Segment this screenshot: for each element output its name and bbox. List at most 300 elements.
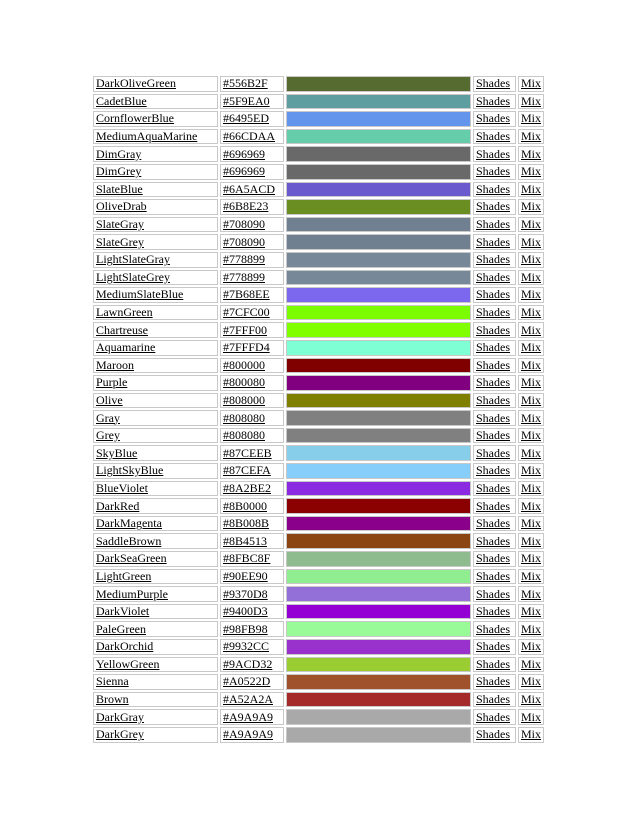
color-hex-link[interactable]: #8A2BE2 xyxy=(223,480,271,495)
mix-link[interactable]: Mix xyxy=(521,181,542,196)
color-hex-link[interactable]: #556B2F xyxy=(223,76,268,91)
color-name-link[interactable]: Purple xyxy=(96,375,128,390)
shades-link[interactable]: Shades xyxy=(476,533,510,548)
color-name-link[interactable]: YellowGreen xyxy=(96,656,160,671)
color-name-link[interactable]: LightSlateGray xyxy=(96,252,170,267)
color-table-container xyxy=(91,74,546,745)
shades-cell xyxy=(473,322,516,338)
color-name-cell xyxy=(93,709,218,725)
table-row xyxy=(93,182,544,198)
mix-link[interactable]: Mix xyxy=(521,656,542,671)
color-hex-cell xyxy=(220,287,284,303)
mix-cell xyxy=(518,428,544,444)
mix-cell xyxy=(518,604,544,620)
color-swatch-cell xyxy=(286,639,471,655)
color-swatch xyxy=(287,288,470,302)
table-row xyxy=(93,270,544,286)
mix-link[interactable]: Mix xyxy=(521,516,542,531)
shades-cell xyxy=(473,428,516,444)
color-swatch xyxy=(287,499,470,513)
color-hex-link[interactable]: #800080 xyxy=(223,375,265,390)
color-name-cell xyxy=(93,217,218,233)
mix-link[interactable]: Mix xyxy=(521,604,542,619)
mix-cell xyxy=(518,199,544,215)
color-hex-link[interactable]: #87CEEB xyxy=(223,445,272,460)
color-swatch-cell xyxy=(286,164,471,180)
color-name-link[interactable]: LightSkyBlue xyxy=(96,463,164,478)
mix-cell xyxy=(518,569,544,585)
mix-cell xyxy=(518,358,544,374)
color-hex-cell xyxy=(220,270,284,286)
color-hex-cell xyxy=(220,709,284,725)
color-swatch xyxy=(287,710,470,724)
color-name-link[interactable]: SlateBlue xyxy=(96,181,143,196)
color-hex-link[interactable]: #7FFF00 xyxy=(223,322,268,337)
color-name-link[interactable]: PaleGreen xyxy=(96,621,146,636)
color-name-link[interactable]: DarkGrey xyxy=(96,727,144,742)
color-name-cell xyxy=(93,146,218,162)
mix-link[interactable]: Mix xyxy=(521,199,542,214)
shades-link[interactable]: Shades xyxy=(476,181,510,196)
color-hex-link[interactable]: #66CDAA xyxy=(223,129,276,144)
mix-cell xyxy=(518,621,544,637)
table-row xyxy=(93,146,544,162)
color-hex-link[interactable]: #8B4513 xyxy=(223,533,268,548)
color-hex-cell xyxy=(220,692,284,708)
shades-cell xyxy=(473,305,516,321)
table-row xyxy=(93,393,544,409)
mix-link[interactable]: Mix xyxy=(521,322,542,337)
mix-cell xyxy=(518,146,544,162)
color-name-cell xyxy=(93,340,218,356)
shades-link[interactable]: Shades xyxy=(476,428,510,443)
table-row xyxy=(93,569,544,585)
mix-link[interactable]: Mix xyxy=(521,480,542,495)
shades-cell xyxy=(473,674,516,690)
table-row xyxy=(93,674,544,690)
color-name-link[interactable]: LawnGreen xyxy=(96,305,153,320)
mix-cell xyxy=(518,94,544,110)
color-name-cell xyxy=(93,569,218,585)
shades-link[interactable]: Shades xyxy=(476,305,510,320)
shades-link[interactable]: Shades xyxy=(476,234,510,249)
color-hex-link[interactable]: #808080 xyxy=(223,428,265,443)
color-name-link[interactable]: Sienna xyxy=(96,674,129,689)
color-name-cell xyxy=(93,657,218,673)
mix-link[interactable]: Mix xyxy=(521,621,542,636)
color-hex-cell xyxy=(220,569,284,585)
mix-link[interactable]: Mix xyxy=(521,111,542,126)
shades-link[interactable]: Shades xyxy=(476,199,510,214)
color-hex-cell xyxy=(220,322,284,338)
color-swatch xyxy=(287,95,470,109)
color-name-link[interactable]: CornflowerBlue xyxy=(96,111,174,126)
color-name-link[interactable]: DarkGray xyxy=(96,709,144,724)
mix-link[interactable]: Mix xyxy=(521,146,542,161)
table-row xyxy=(93,727,544,743)
table-row xyxy=(93,498,544,514)
mix-cell xyxy=(518,305,544,321)
color-hex-cell xyxy=(220,164,284,180)
mix-cell xyxy=(518,551,544,567)
color-hex-cell xyxy=(220,498,284,514)
color-swatch xyxy=(287,411,470,425)
color-hex-link[interactable]: #778899 xyxy=(223,252,265,267)
color-name-cell xyxy=(93,182,218,198)
shades-link[interactable]: Shades xyxy=(476,129,510,144)
table-row xyxy=(93,657,544,673)
color-hex-cell xyxy=(220,445,284,461)
shades-cell xyxy=(473,516,516,532)
color-name-link[interactable]: LightGreen xyxy=(96,568,152,583)
color-hex-cell xyxy=(220,199,284,215)
color-swatch xyxy=(287,235,470,249)
color-hex-cell xyxy=(220,586,284,602)
color-name-link[interactable]: DarkRed xyxy=(96,498,140,513)
mix-cell xyxy=(518,657,544,673)
mix-link[interactable]: Mix xyxy=(521,692,542,707)
color-hex-link[interactable]: #9932CC xyxy=(223,639,270,654)
shades-link[interactable]: Shades xyxy=(476,568,510,583)
color-hex-link[interactable]: #6A5ACD xyxy=(223,181,276,196)
table-row xyxy=(93,94,544,110)
mix-cell xyxy=(518,76,544,92)
shades-cell xyxy=(473,621,516,637)
table-row xyxy=(93,639,544,655)
mix-cell xyxy=(518,287,544,303)
shades-link[interactable]: Shades xyxy=(476,269,510,284)
color-swatch-cell xyxy=(286,340,471,356)
color-swatch-cell xyxy=(286,727,471,743)
color-name-cell xyxy=(93,199,218,215)
color-swatch-cell xyxy=(286,393,471,409)
shades-link[interactable]: Shades xyxy=(476,586,510,601)
color-name-link[interactable]: Maroon xyxy=(96,357,134,372)
mix-cell xyxy=(518,533,544,549)
color-name-link[interactable]: DarkViolet xyxy=(96,604,150,619)
color-name-cell xyxy=(93,234,218,250)
mix-link[interactable]: Mix xyxy=(521,498,542,513)
color-swatch xyxy=(287,218,470,232)
mix-link[interactable]: Mix xyxy=(521,445,542,460)
table-row xyxy=(93,358,544,374)
color-name-link[interactable]: CadetBlue xyxy=(96,93,147,108)
color-hex-link[interactable]: #9ACD32 xyxy=(223,656,273,671)
mix-link[interactable]: Mix xyxy=(521,375,542,390)
mix-link[interactable]: Mix xyxy=(521,727,542,742)
shades-link[interactable]: Shades xyxy=(476,445,510,460)
shades-link[interactable]: Shades xyxy=(476,498,510,513)
shades-link[interactable]: Shades xyxy=(476,639,510,654)
color-name-link[interactable]: DarkOrchid xyxy=(96,639,154,654)
color-hex-cell xyxy=(220,358,284,374)
color-swatch xyxy=(287,570,470,584)
mix-cell xyxy=(518,182,544,198)
color-swatch xyxy=(287,622,470,636)
shades-link[interactable]: Shades xyxy=(476,164,510,179)
color-hex-link[interactable]: #708090 xyxy=(223,217,265,232)
color-name-cell xyxy=(93,445,218,461)
mix-cell xyxy=(518,498,544,514)
color-swatch xyxy=(287,77,470,91)
color-hex-link[interactable]: #9400D3 xyxy=(223,604,268,619)
color-name-link[interactable]: MediumPurple xyxy=(96,586,168,601)
mix-link[interactable]: Mix xyxy=(521,287,542,302)
color-name-cell xyxy=(93,463,218,479)
table-row xyxy=(93,445,544,461)
color-name-link[interactable]: BlueViolet xyxy=(96,480,148,495)
table-row xyxy=(93,428,544,444)
shades-cell xyxy=(473,111,516,127)
color-hex-link[interactable]: #8FBC8F xyxy=(223,551,271,566)
color-name-link[interactable]: SaddleBrown xyxy=(96,533,162,548)
mix-link[interactable]: Mix xyxy=(521,463,542,478)
color-swatch-cell xyxy=(286,692,471,708)
mix-link[interactable]: Mix xyxy=(521,551,542,566)
shades-cell xyxy=(473,481,516,497)
color-hex-link[interactable]: #7FFFD4 xyxy=(223,340,270,355)
color-hex-link[interactable]: #8B008B xyxy=(223,516,270,531)
color-swatch-cell xyxy=(286,533,471,549)
mix-link[interactable]: Mix xyxy=(521,568,542,583)
color-swatch-cell xyxy=(286,586,471,602)
shades-link[interactable]: Shades xyxy=(476,217,510,232)
mix-link[interactable]: Mix xyxy=(521,305,542,320)
color-hex-link[interactable]: #A9A9A9 xyxy=(223,709,273,724)
color-swatch xyxy=(287,359,470,373)
color-hex-cell xyxy=(220,129,284,145)
mix-link[interactable]: Mix xyxy=(521,410,542,425)
color-hex-link[interactable]: #808000 xyxy=(223,392,265,407)
color-hex-cell xyxy=(220,94,284,110)
shades-link[interactable]: Shades xyxy=(476,709,510,724)
mix-link[interactable]: Mix xyxy=(521,129,542,144)
shades-link[interactable]: Shades xyxy=(476,76,510,91)
mix-link[interactable]: Mix xyxy=(521,639,542,654)
color-swatch-cell xyxy=(286,182,471,198)
color-hex-cell xyxy=(220,674,284,690)
mix-cell xyxy=(518,410,544,426)
color-name-cell xyxy=(93,516,218,532)
table-row xyxy=(93,111,544,127)
color-name-link[interactable]: MediumAquaMarine xyxy=(96,129,198,144)
color-name-cell xyxy=(93,358,218,374)
color-name-cell xyxy=(93,129,218,145)
color-name-link[interactable]: DarkSeaGreen xyxy=(96,551,167,566)
color-name-cell xyxy=(93,252,218,268)
color-name-link[interactable]: MediumSlateBlue xyxy=(96,287,184,302)
color-name-link[interactable]: DarkOliveGreen xyxy=(96,76,176,91)
shades-cell xyxy=(473,199,516,215)
color-hex-link[interactable]: #A9A9A9 xyxy=(223,727,273,742)
color-name-link[interactable]: DarkMagenta xyxy=(96,516,162,531)
color-hex-cell xyxy=(220,621,284,637)
shades-cell xyxy=(473,182,516,198)
shades-link[interactable]: Shades xyxy=(476,727,510,742)
color-name-link[interactable]: Grey xyxy=(96,428,120,443)
color-hex-cell xyxy=(220,182,284,198)
mix-link[interactable]: Mix xyxy=(521,340,542,355)
mix-cell xyxy=(518,322,544,338)
shades-link[interactable]: Shades xyxy=(476,621,510,636)
color-name-cell xyxy=(93,533,218,549)
table-row xyxy=(93,621,544,637)
color-swatch-cell xyxy=(286,709,471,725)
color-name-link[interactable]: Brown xyxy=(96,692,129,707)
color-hex-link[interactable]: #6495ED xyxy=(223,111,269,126)
color-name-link[interactable]: OliveDrab xyxy=(96,199,147,214)
table-row xyxy=(93,164,544,180)
color-table-body xyxy=(93,76,544,743)
shades-cell xyxy=(473,234,516,250)
mix-cell xyxy=(518,375,544,391)
color-swatch xyxy=(287,253,470,267)
shades-link[interactable]: Shades xyxy=(476,392,510,407)
color-hex-cell xyxy=(220,111,284,127)
color-name-link[interactable]: DimGrey xyxy=(96,164,142,179)
mix-link[interactable]: Mix xyxy=(521,586,542,601)
color-name-link[interactable]: Chartreuse xyxy=(96,322,148,337)
color-hex-cell xyxy=(220,305,284,321)
color-swatch xyxy=(287,130,470,144)
mix-link[interactable]: Mix xyxy=(521,269,542,284)
color-hex-link[interactable]: #696969 xyxy=(223,164,265,179)
shades-link[interactable]: Shades xyxy=(476,551,510,566)
mix-cell xyxy=(518,639,544,655)
mix-link[interactable]: Mix xyxy=(521,533,542,548)
shades-link[interactable]: Shades xyxy=(476,287,510,302)
mix-link[interactable]: Mix xyxy=(521,357,542,372)
color-hex-link[interactable]: #A0522D xyxy=(223,674,271,689)
color-name-link[interactable]: Olive xyxy=(96,392,123,407)
color-name-cell xyxy=(93,164,218,180)
color-hex-link[interactable]: #778899 xyxy=(223,269,265,284)
mix-cell xyxy=(518,111,544,127)
color-name-cell xyxy=(93,639,218,655)
shades-link[interactable]: Shades xyxy=(476,410,510,425)
color-swatch-cell xyxy=(286,217,471,233)
shades-link[interactable]: Shades xyxy=(476,516,510,531)
color-hex-link[interactable]: #696969 xyxy=(223,146,265,161)
shades-link[interactable]: Shades xyxy=(476,656,510,671)
color-hex-link[interactable]: #7CFC00 xyxy=(223,305,270,320)
shades-link[interactable]: Shades xyxy=(476,692,510,707)
mix-link[interactable]: Mix xyxy=(521,76,542,91)
color-swatch xyxy=(287,675,470,689)
color-hex-link[interactable]: #87CEFA xyxy=(223,463,271,478)
shades-link[interactable]: Shades xyxy=(476,252,510,267)
color-name-cell xyxy=(93,76,218,92)
mix-link[interactable]: Mix xyxy=(521,234,542,249)
shades-link[interactable]: Shades xyxy=(476,93,510,108)
color-swatch-cell xyxy=(286,498,471,514)
color-name-cell xyxy=(93,481,218,497)
table-row xyxy=(93,463,544,479)
mix-link[interactable]: Mix xyxy=(521,674,542,689)
color-name-cell xyxy=(93,428,218,444)
color-name-link[interactable]: LightSlateGrey xyxy=(96,269,170,284)
color-hex-link[interactable]: #9370D8 xyxy=(223,586,268,601)
color-hex-link[interactable]: #5F9EA0 xyxy=(223,93,270,108)
color-hex-link[interactable]: #708090 xyxy=(223,234,265,249)
color-hex-link[interactable]: #6B8E23 xyxy=(223,199,269,214)
shades-cell xyxy=(473,217,516,233)
mix-cell xyxy=(518,692,544,708)
color-swatch xyxy=(287,587,470,601)
shades-cell xyxy=(473,709,516,725)
shades-cell xyxy=(473,569,516,585)
color-name-link[interactable]: Aquamarine xyxy=(96,340,156,355)
mix-link[interactable]: Mix xyxy=(521,392,542,407)
shades-link[interactable]: Shades xyxy=(476,604,510,619)
color-hex-cell xyxy=(220,340,284,356)
shades-link[interactable]: Shades xyxy=(476,146,510,161)
shades-link[interactable]: Shades xyxy=(476,463,510,478)
color-hex-link[interactable]: #98FB98 xyxy=(223,621,268,636)
color-hex-link[interactable]: #808080 xyxy=(223,410,265,425)
mix-link[interactable]: Mix xyxy=(521,428,542,443)
color-swatch-cell xyxy=(286,234,471,250)
shades-link[interactable]: Shades xyxy=(476,375,510,390)
shades-cell xyxy=(473,639,516,655)
mix-cell xyxy=(518,252,544,268)
color-hex-cell xyxy=(220,234,284,250)
color-name-link[interactable]: SlateGray xyxy=(96,217,144,232)
color-name-cell xyxy=(93,604,218,620)
color-swatch xyxy=(287,640,470,654)
color-hex-link[interactable]: #800000 xyxy=(223,357,265,372)
mix-link[interactable]: Mix xyxy=(521,164,542,179)
color-name-cell xyxy=(93,375,218,391)
mix-link[interactable]: Mix xyxy=(521,217,542,232)
color-name-link[interactable]: Gray xyxy=(96,410,120,425)
mix-link[interactable]: Mix xyxy=(521,709,542,724)
shades-link[interactable]: Shades xyxy=(476,322,510,337)
color-name-cell xyxy=(93,586,218,602)
color-hex-link[interactable]: #8B0000 xyxy=(223,498,268,513)
color-swatch-cell xyxy=(286,305,471,321)
color-hex-link[interactable]: #A52A2A xyxy=(223,692,273,707)
mix-link[interactable]: Mix xyxy=(521,252,542,267)
color-name-link[interactable]: SkyBlue xyxy=(96,445,138,460)
color-swatch-cell xyxy=(286,674,471,690)
shades-cell xyxy=(473,445,516,461)
color-swatch xyxy=(287,446,470,460)
color-swatch xyxy=(287,658,470,672)
mix-link[interactable]: Mix xyxy=(521,93,542,108)
color-hex-cell xyxy=(220,393,284,409)
shades-link[interactable]: Shades xyxy=(476,357,510,372)
mix-cell xyxy=(518,445,544,461)
mix-cell xyxy=(518,727,544,743)
color-swatch xyxy=(287,429,470,443)
color-hex-link[interactable]: #7B68EE xyxy=(223,287,270,302)
color-name-cell xyxy=(93,94,218,110)
shades-link[interactable]: Shades xyxy=(476,111,510,126)
color-name-link[interactable]: DimGray xyxy=(96,146,142,161)
shades-link[interactable]: Shades xyxy=(476,674,510,689)
shades-cell xyxy=(473,604,516,620)
shades-cell xyxy=(473,287,516,303)
color-name-cell xyxy=(93,551,218,567)
shades-link[interactable]: Shades xyxy=(476,340,510,355)
shades-cell xyxy=(473,94,516,110)
color-swatch-cell xyxy=(286,604,471,620)
shades-link[interactable]: Shades xyxy=(476,480,510,495)
color-name-link[interactable]: SlateGrey xyxy=(96,234,144,249)
color-name-cell xyxy=(93,111,218,127)
color-hex-link[interactable]: #90EE90 xyxy=(223,568,268,583)
